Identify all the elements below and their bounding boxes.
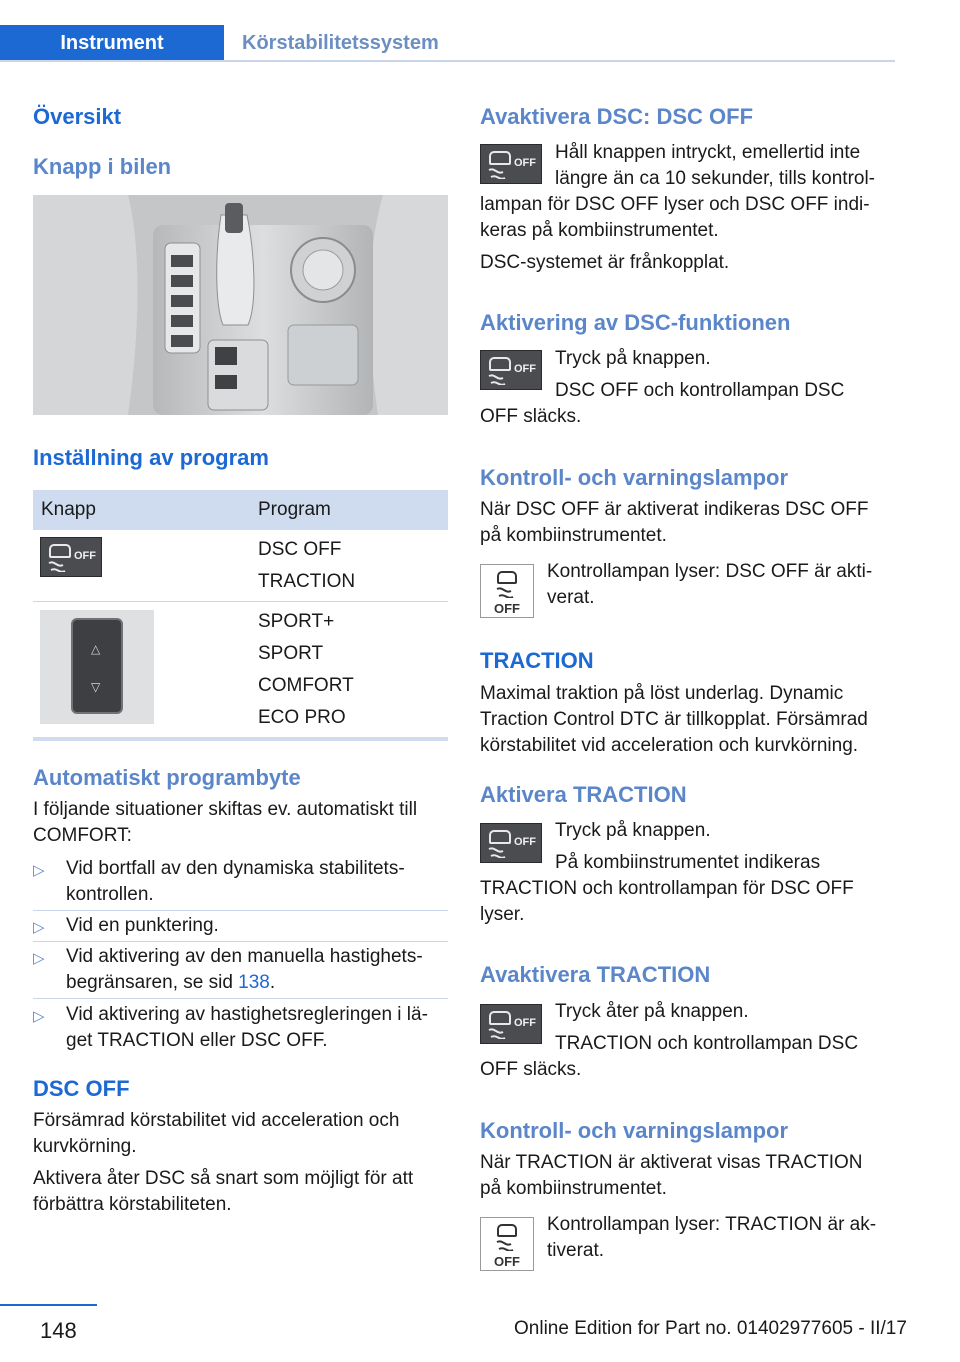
heading-aktivering-dsc: Aktivering av DSC-funktionen — [480, 310, 791, 335]
skid-lines-icon — [47, 560, 75, 572]
heading-automatiskt-programbyte: Automatiskt programbyte — [33, 765, 301, 790]
kontroll1-line2: på kombiinstrumentet. — [480, 525, 667, 546]
car-console-illustration — [33, 195, 448, 415]
lamp-off-label: OFF — [494, 601, 520, 616]
program-traction: TRACTION — [258, 571, 356, 592]
button-off-label: OFF — [514, 836, 536, 848]
car-console-photo — [33, 195, 448, 415]
bullet-1-line2: kontrollen. — [66, 884, 154, 905]
kontroll2-line3: Kontrollampan lyser: TRACTION är ak- — [547, 1214, 877, 1235]
heading-traction: TRACTION — [480, 648, 594, 673]
dsc-off-button-icon — [480, 144, 542, 184]
heading-avaktivera-traction: Avaktivera TRACTION — [480, 962, 711, 987]
kontroll1-line1: När DSC OFF är aktiverat indikeras DSC OFF — [480, 499, 869, 520]
kontroll2-line2: på kombiinstrumentet. — [480, 1178, 667, 1199]
akt-traction-line2: På kombiinstrumentet indikeras — [555, 852, 821, 873]
dsc-off-button-icon — [480, 350, 542, 390]
avakt-dsc-line5: DSC-systemet är frånkopplat. — [480, 252, 730, 273]
table-col-program: Program — [258, 499, 331, 520]
avakt-dsc-line4: keras på kombiinstrumentet. — [480, 220, 719, 241]
bullet-marker-icon: ▷ — [33, 919, 45, 936]
heading-avaktivera-dsc: Avaktivera DSC: DSC OFF — [480, 104, 754, 129]
avakt-dsc-line1: Håll knappen intryckt, emellertid inte — [555, 142, 861, 163]
skid-lines-icon — [487, 373, 515, 385]
arrow-up-icon: △ — [91, 642, 101, 656]
dsc-off-button-icon — [480, 823, 542, 863]
kontroll2-line4: tiverat. — [547, 1240, 605, 1261]
header-tab-korstabilitetssystem[interactable]: Körstabilitetssystem — [242, 32, 439, 54]
bullet-3-period: . — [269, 972, 276, 993]
car-skid-icon — [489, 1011, 511, 1025]
kontroll1-line4: verat. — [547, 587, 595, 608]
heading-aktivera-traction: Aktivera TRACTION — [480, 782, 687, 807]
car-skid-icon — [489, 151, 511, 165]
skid-lines-icon — [487, 846, 515, 858]
car-skid-icon — [497, 571, 517, 584]
car-skid-icon — [497, 1224, 517, 1237]
bullet-marker-icon: ▷ — [33, 1008, 45, 1025]
bullet-2-line1: Vid en punktering. — [66, 915, 219, 936]
footer-rule — [0, 1304, 97, 1306]
page-number: 148 — [40, 1318, 77, 1343]
bullet-divider — [33, 910, 448, 911]
program-table-header — [33, 490, 448, 530]
skid-lines-icon — [487, 167, 515, 179]
traction-line2: Traction Control DTC är tillkopplat. Försämrad — [480, 709, 868, 730]
bullet-1-line1: Vid bortfall av den dynamiska stabilitets- — [66, 858, 405, 879]
kontroll2-line1: När TRACTION är aktiverat visas TRACTION — [480, 1152, 863, 1173]
heading-kontroll-varningslampor-1: Kontroll- och varningslampor — [480, 465, 789, 490]
program-sport-plus: SPORT+ — [258, 611, 335, 632]
button-off-label: OFF — [74, 550, 96, 562]
akt-traction-line3: TRACTION och kontrollampan för DSC OFF — [480, 878, 854, 899]
traction-line1: Maximal traktion på löst underlag. Dynamic — [480, 683, 844, 704]
program-dsc-off: DSC OFF — [258, 539, 342, 560]
akt-dsc-line2: DSC OFF och kontrollampan DSC — [555, 380, 845, 401]
car-skid-icon — [489, 830, 511, 844]
bullet-3-line1: Vid aktivering av den manuella hastighets- — [66, 946, 423, 967]
traction-line3: körstabilitet vid acceleration och kurvkörning. — [480, 735, 859, 756]
bullet-3-text: begränsaren, se sid — [66, 972, 239, 993]
bullet-4-line1: Vid aktivering av hastighetsregleringen i lä- — [66, 1004, 428, 1025]
avakt-traction-line1: Tryck åter på knappen. — [555, 1001, 749, 1022]
avakt-traction-line3: OFF släcks. — [480, 1059, 582, 1080]
skid-lines-icon — [495, 586, 521, 598]
page-link-138[interactable]: 138 — [238, 972, 270, 993]
dsc-off-button-icon — [480, 1004, 542, 1044]
table-col-knapp: Knapp — [41, 499, 96, 520]
program-eco-pro: ECO PRO — [258, 707, 346, 728]
auto-intro-line2: COMFORT: — [33, 825, 132, 846]
rocker-switch-icon — [40, 610, 154, 724]
heading-kontroll-varningslampor-2: Kontroll- och varningslampor — [480, 1118, 789, 1143]
dsc-off-button-icon — [40, 537, 102, 577]
dscoff-p1-line1: Försämrad körstabilitet vid acceleration och — [33, 1110, 400, 1131]
bullet-marker-icon: ▷ — [33, 950, 45, 967]
edition-note: Online Edition for Part no. 01402977605 - II/17 — [514, 1318, 907, 1339]
dscoff-p1-line2: kurvkörning. — [33, 1136, 137, 1157]
akt-traction-line1: Tryck på knappen. — [555, 820, 711, 841]
car-skid-icon — [49, 544, 71, 558]
heading-dsc-off: DSC OFF — [33, 1076, 130, 1101]
avakt-dsc-line3: lampan för DSC OFF lyser och DSC OFF indi- — [480, 194, 870, 215]
dsc-off-indicator-lamp-icon — [480, 564, 534, 618]
heading-knapp-i-bilen: Knapp i bilen — [33, 154, 172, 179]
button-off-label: OFF — [514, 363, 536, 375]
avakt-dsc-line2: längre än ca 10 sekunder, tills kontrol- — [555, 168, 876, 189]
dscoff-p2-line1: Aktivera åter DSC så snart som möjligt för att — [33, 1168, 414, 1189]
akt-dsc-line3: OFF släcks. — [480, 406, 582, 427]
bullet-4-line2: get TRACTION eller DSC OFF. — [66, 1030, 328, 1051]
drive-mode-rocker — [71, 618, 123, 714]
akt-traction-line4: lyser. — [480, 904, 525, 925]
bullet-divider — [33, 998, 448, 999]
avakt-traction-line2: TRACTION och kontrollampan DSC — [555, 1033, 859, 1054]
akt-dsc-line1: Tryck på knappen. — [555, 348, 711, 369]
lamp-off-label: OFF — [494, 1254, 520, 1269]
auto-intro-line1: I följande situationer skiftas ev. automatiskt till — [33, 799, 418, 820]
button-off-label: OFF — [514, 157, 536, 169]
button-off-label: OFF — [514, 1017, 536, 1029]
car-skid-icon — [489, 357, 511, 371]
kontroll1-line3: Kontrollampan lyser: DSC OFF är akti- — [547, 561, 873, 582]
program-sport: SPORT — [258, 643, 324, 664]
table-bottom-rule — [33, 737, 448, 741]
skid-lines-icon — [495, 1239, 521, 1251]
bullet-3-line2 — [66, 970, 448, 996]
dsc-off-indicator-lamp-icon — [480, 1217, 534, 1271]
dscoff-p2-line2: förbättra körstabiliteten. — [33, 1194, 232, 1215]
heading-installning: Inställning av program — [33, 445, 269, 470]
table-row-divider — [33, 601, 448, 602]
skid-lines-icon — [487, 1027, 515, 1039]
heading-oversikt: Översikt — [33, 104, 122, 129]
bullet-divider — [33, 941, 448, 942]
header-tab-instrument[interactable]: Instrument — [60, 32, 164, 54]
program-comfort: COMFORT — [258, 675, 354, 696]
arrow-down-icon: ▽ — [91, 680, 101, 694]
bullet-marker-icon: ▷ — [33, 862, 45, 879]
header-divider — [0, 60, 895, 62]
